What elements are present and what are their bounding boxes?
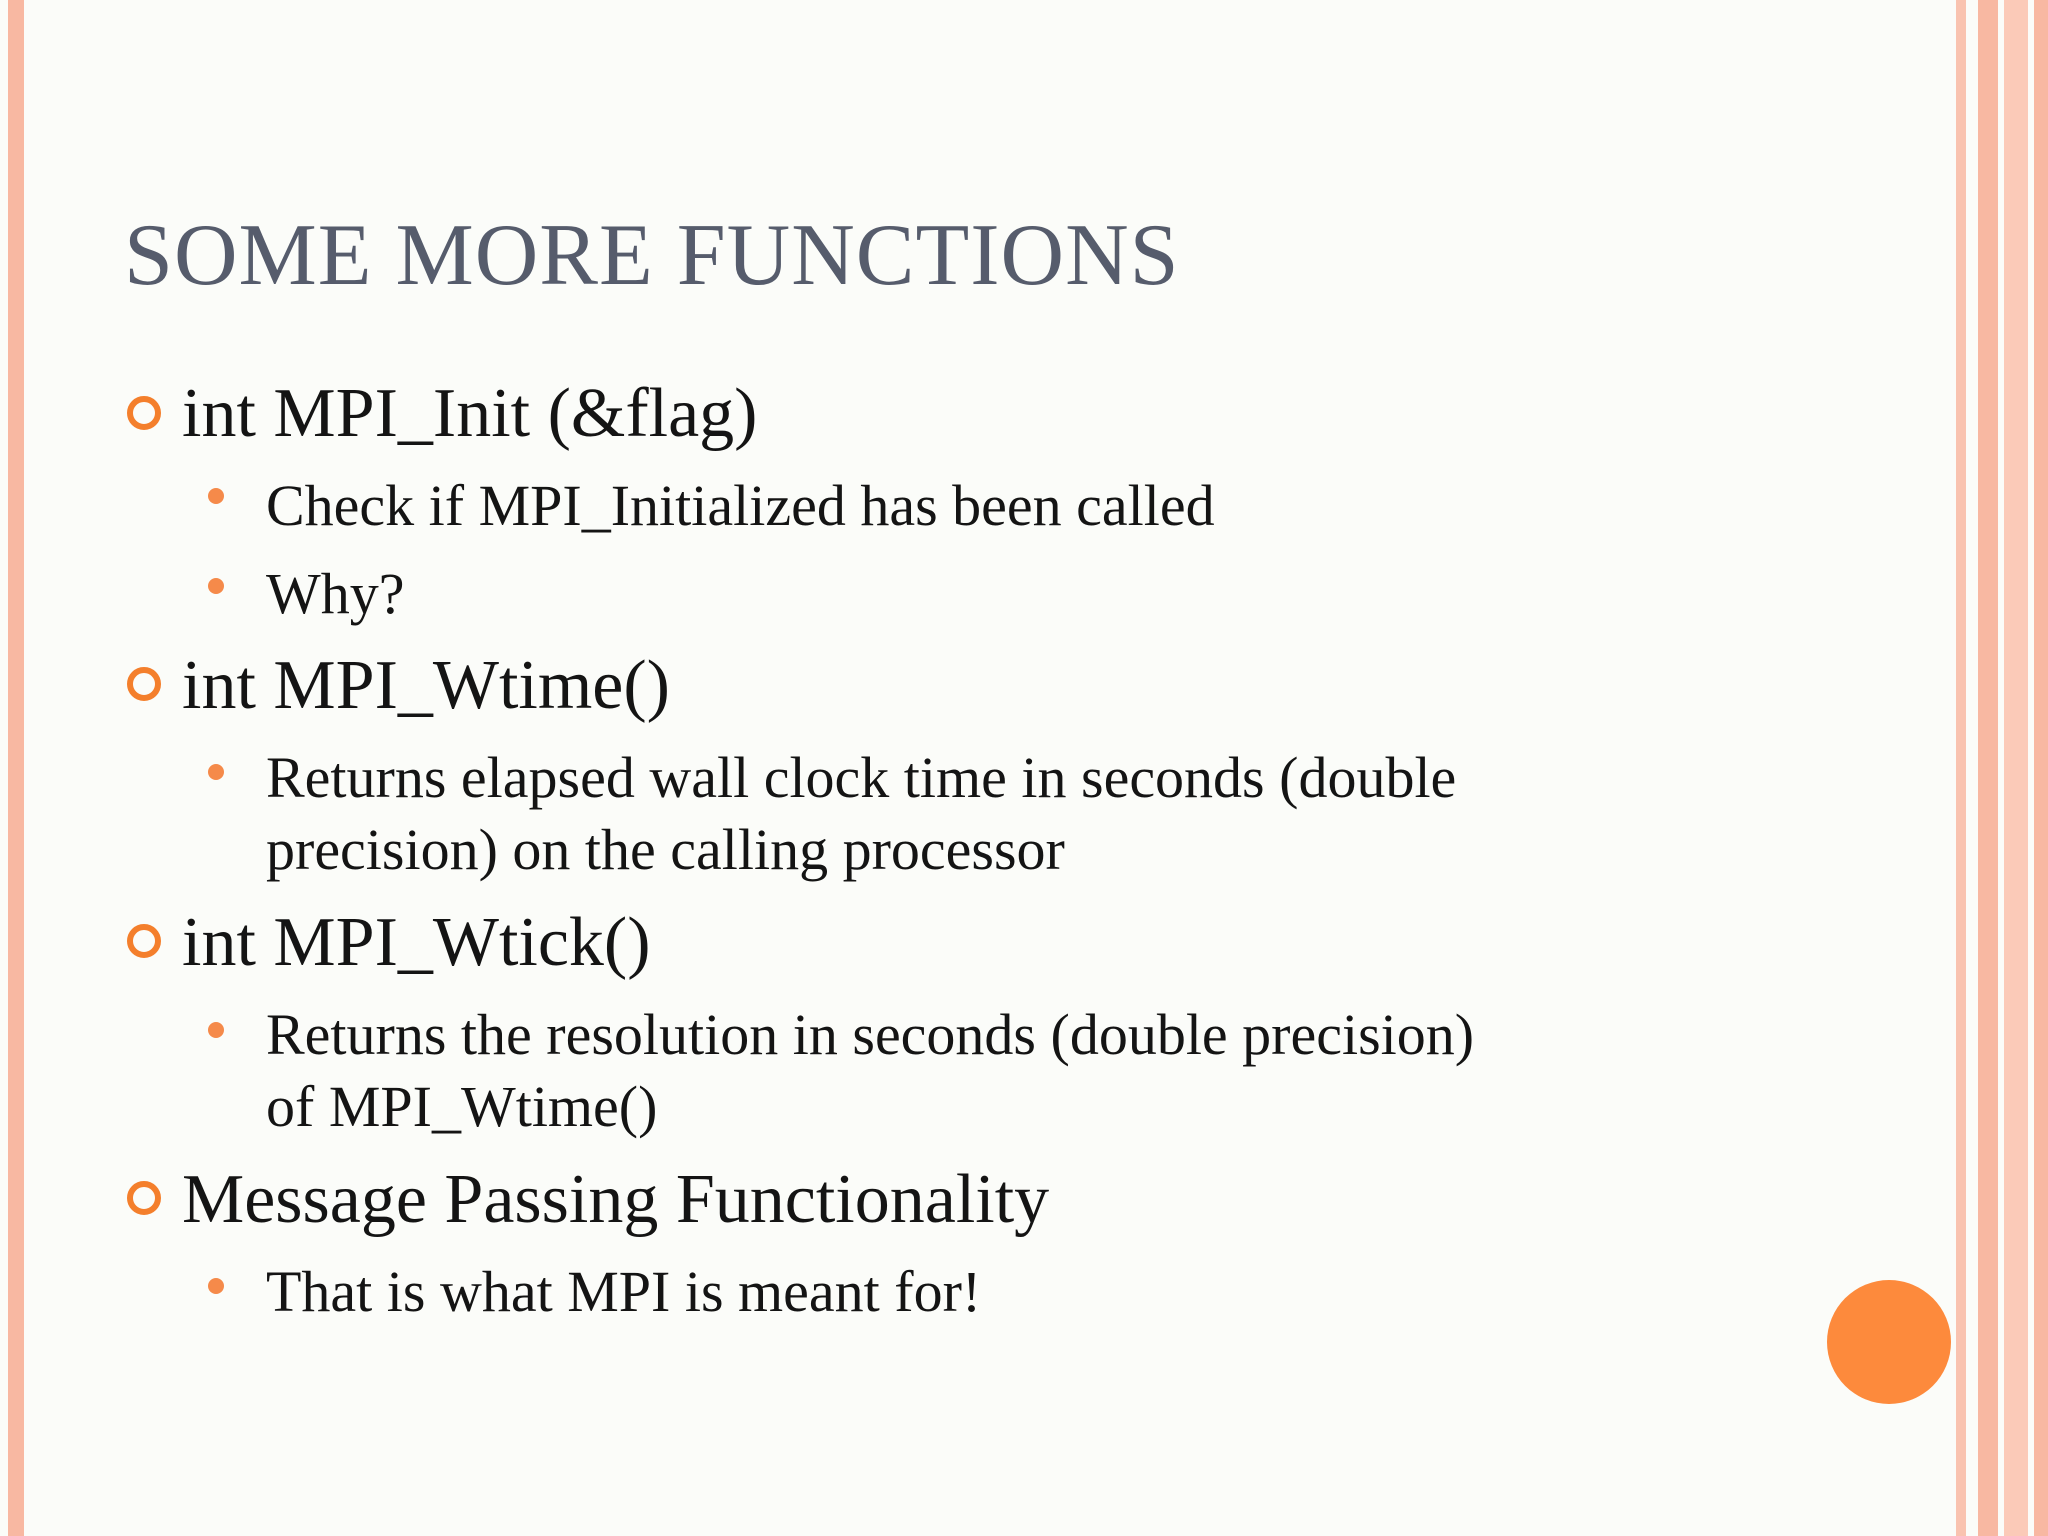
bullet-item: int MPI_Wtime()	[182, 647, 670, 724]
right-accent-stripe	[1978, 0, 1998, 1536]
ring-bullet-icon	[127, 924, 161, 958]
right-accent-stripe	[1956, 0, 1966, 1536]
right-accent-stripe	[2004, 0, 2028, 1536]
slide-title: SOME MORE FUNCTIONS	[124, 207, 1180, 304]
sub-bullet-item-continuation: of MPI_Wtime()	[266, 1074, 658, 1139]
dot-bullet-icon	[208, 1278, 224, 1294]
ring-bullet-icon	[127, 396, 161, 430]
bullet-item: int MPI_Init (&flag)	[182, 375, 758, 452]
dot-bullet-icon	[208, 764, 224, 780]
sub-bullet-item: Check if MPI_Initialized has been called	[266, 473, 1215, 538]
left-accent-stripe	[8, 0, 24, 1536]
bullet-item: Message Passing Functionality	[182, 1161, 1050, 1238]
accent-circle	[1827, 1280, 1951, 1404]
dot-bullet-icon	[208, 488, 224, 504]
sub-bullet-item: Why?	[266, 561, 405, 626]
right-accent-stripe	[2034, 0, 2048, 1536]
ring-bullet-icon	[127, 1181, 161, 1215]
sub-bullet-item: That is what MPI is meant for!	[266, 1259, 982, 1324]
sub-bullet-item: Returns elapsed wall clock time in seconds (double	[266, 745, 1457, 810]
sub-bullet-item-continuation: precision) on the calling processor	[266, 817, 1065, 882]
sub-bullet-item: Returns the resolution in seconds (double precision)	[266, 1002, 1475, 1067]
bullet-item: int MPI_Wtick()	[182, 904, 651, 981]
ring-bullet-icon	[127, 667, 161, 701]
dot-bullet-icon	[208, 1022, 224, 1038]
dot-bullet-icon	[208, 578, 224, 594]
